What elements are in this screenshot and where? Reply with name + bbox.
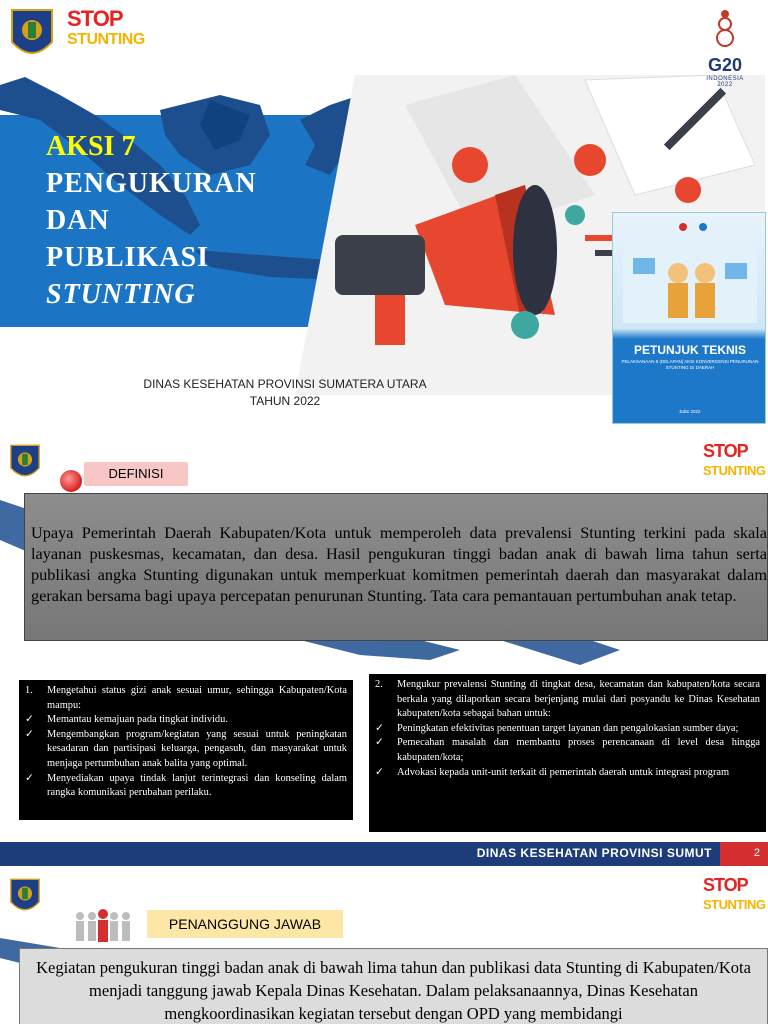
checkmark-icon: ✓	[375, 766, 384, 778]
slide-penanggung-jawab	[0, 868, 768, 1024]
list-item-text: Advokasi kepada unit-unit terkait di pemerintah daerah untuk integrasi program	[397, 766, 730, 778]
checkmark-icon: ✓	[375, 722, 384, 734]
responsibility-text: Kegiatan pengukuran tinggi badan anak di bawah lima tahun dan publikasi data Stunting di Kabupaten/Kota menjadi tanggung jawab Kepala Dinas Kesehatan. Dalam pelaksanaannya, Dinas Kesehatan mengkoordinasikan kegiatan tersebut dengan OPD yang membidangi	[19, 948, 768, 1024]
list-item-text: Mengembangkan program/kegiatan yang sesuai untuk peningkatan kesadaran dan partisipasi keluarga, pengasuh, dan masyarakat untuk menjaga pertumbuhan anak balita yang optimal.	[47, 728, 347, 769]
checkmark-icon: ✓	[25, 772, 34, 784]
title-line-2: PENGUKURAN	[46, 168, 257, 199]
cover-year: TAHUN 2022	[249, 394, 321, 408]
list-item	[25, 684, 347, 713]
stop-stunting-logo	[67, 6, 145, 49]
gear-icon	[675, 177, 701, 203]
list-item	[375, 722, 760, 737]
list-item	[375, 766, 760, 781]
list-item-text: Mengukur prevalensi Stunting di tingkat desa, kecamatan dan kabupaten/kota secara berkala yang dilaporkan secara berjenjang mulai dari posyandu ke Dinas Kesehatan kabupaten/kota sebagai bahan untuk:	[397, 679, 760, 720]
list-item-text: Peningkatan efektivitas penentuan target layanan dan pengalokasian sumber daya;	[397, 722, 739, 734]
checkmark-icon: ✓	[25, 714, 34, 726]
list-item-text: Pemecahan masalah dan membantu proses perencanaan di level desa hingga kabupaten/kota;	[397, 737, 760, 763]
stop-stunting-logo	[703, 876, 765, 914]
checkmark-icon: ✓	[375, 737, 384, 749]
cover-organization: DINAS KESEHATAN PROVINSI SUMATERA UTARA	[143, 377, 427, 391]
list-item	[25, 772, 347, 801]
g20-emblem-icon	[710, 8, 740, 48]
title-line-1: AKSI 7	[46, 131, 136, 162]
list-number: 2.	[375, 679, 383, 690]
cover-footer	[110, 376, 460, 410]
footer-organization: DINAS KESEHATAN PROVINSI SUMUT	[476, 846, 712, 860]
stop-text: STOP	[703, 875, 748, 895]
section-label-penanggung-jawab: PENANGGUNG JAWAB	[147, 910, 343, 938]
slide-footer-bar	[0, 842, 768, 866]
stunting-text: STUNTING	[703, 463, 766, 478]
list-item	[375, 736, 760, 765]
slide-definisi	[0, 430, 768, 868]
stunting-text: STUNTING	[67, 31, 145, 48]
right-list	[369, 674, 766, 832]
title-line-4: PUBLIKASI	[46, 242, 210, 273]
people-icon	[72, 906, 134, 944]
cover-title	[46, 128, 257, 313]
list-item	[25, 728, 347, 772]
title-line-5: STUNTING	[46, 279, 196, 310]
g20-text: G20	[707, 55, 743, 75]
bullet-dot-icon	[60, 470, 82, 492]
list-item-text: Mengetahui status gizi anak sesuai umur, sehingga Kabupaten/Kota mampu:	[47, 685, 347, 711]
checkmark-icon: ✓	[25, 728, 34, 740]
definition-text: Upaya Pemerintah Daerah Kabupaten/Kota untuk memperoleh data prevalensi Stunting terkini pada skala layanan puskesmas, kecamatan, dan desa. Hasil pengukuran tinggi badan anak di bawah lima tahun serta publikasi angka Stunting digunakan untuk memperkuat komitmen pemerintah daerah dan masyarakat dalam gerakan bersama bagi upaya percepatan penurunan Stunting. Tata cara pemantauan pertumbuhan anak tetap.	[24, 493, 768, 641]
emblem-icon	[8, 6, 56, 64]
book-title: PETUNJUK TEKNIS	[633, 343, 746, 357]
list-item	[375, 678, 760, 722]
people-icon	[613, 213, 767, 333]
stop-text: STOP	[703, 441, 748, 461]
emblem-icon	[8, 442, 42, 484]
page-number: 2	[720, 842, 768, 866]
juknis-book-cover	[612, 212, 766, 424]
list-item-text: Menyediakan upaya tindak lanjut terintegrasi dan konseling dalam rangka komunikasi perubahan perilaku.	[47, 772, 347, 799]
list-item-text: Memantau kemajuan pada tingkat individu.	[47, 714, 228, 726]
g20-year: 2022	[717, 82, 733, 88]
stop-text: STOP	[67, 6, 123, 31]
list-number: 1.	[25, 685, 33, 696]
bulb-icon	[574, 144, 606, 176]
emblem-icon	[8, 876, 42, 918]
stop-stunting-logo	[703, 442, 765, 480]
left-list	[19, 680, 353, 820]
g20-country: INDONESIA	[706, 76, 744, 82]
list-item	[25, 713, 347, 728]
book-edition: Edisi 2022	[679, 409, 701, 414]
title-line-3: DAN	[46, 205, 110, 236]
g20-logo-icon	[700, 8, 750, 98]
section-label-definisi: DEFINISI	[84, 462, 188, 486]
slide-cover	[0, 0, 768, 430]
book-subtitle: PELAKSANAAN 8 (DELAPAN) AKSI KONVERGENSI PENURUNAN STUNTING DI DAERAH	[621, 359, 759, 370]
stunting-text: STUNTING	[703, 897, 766, 912]
